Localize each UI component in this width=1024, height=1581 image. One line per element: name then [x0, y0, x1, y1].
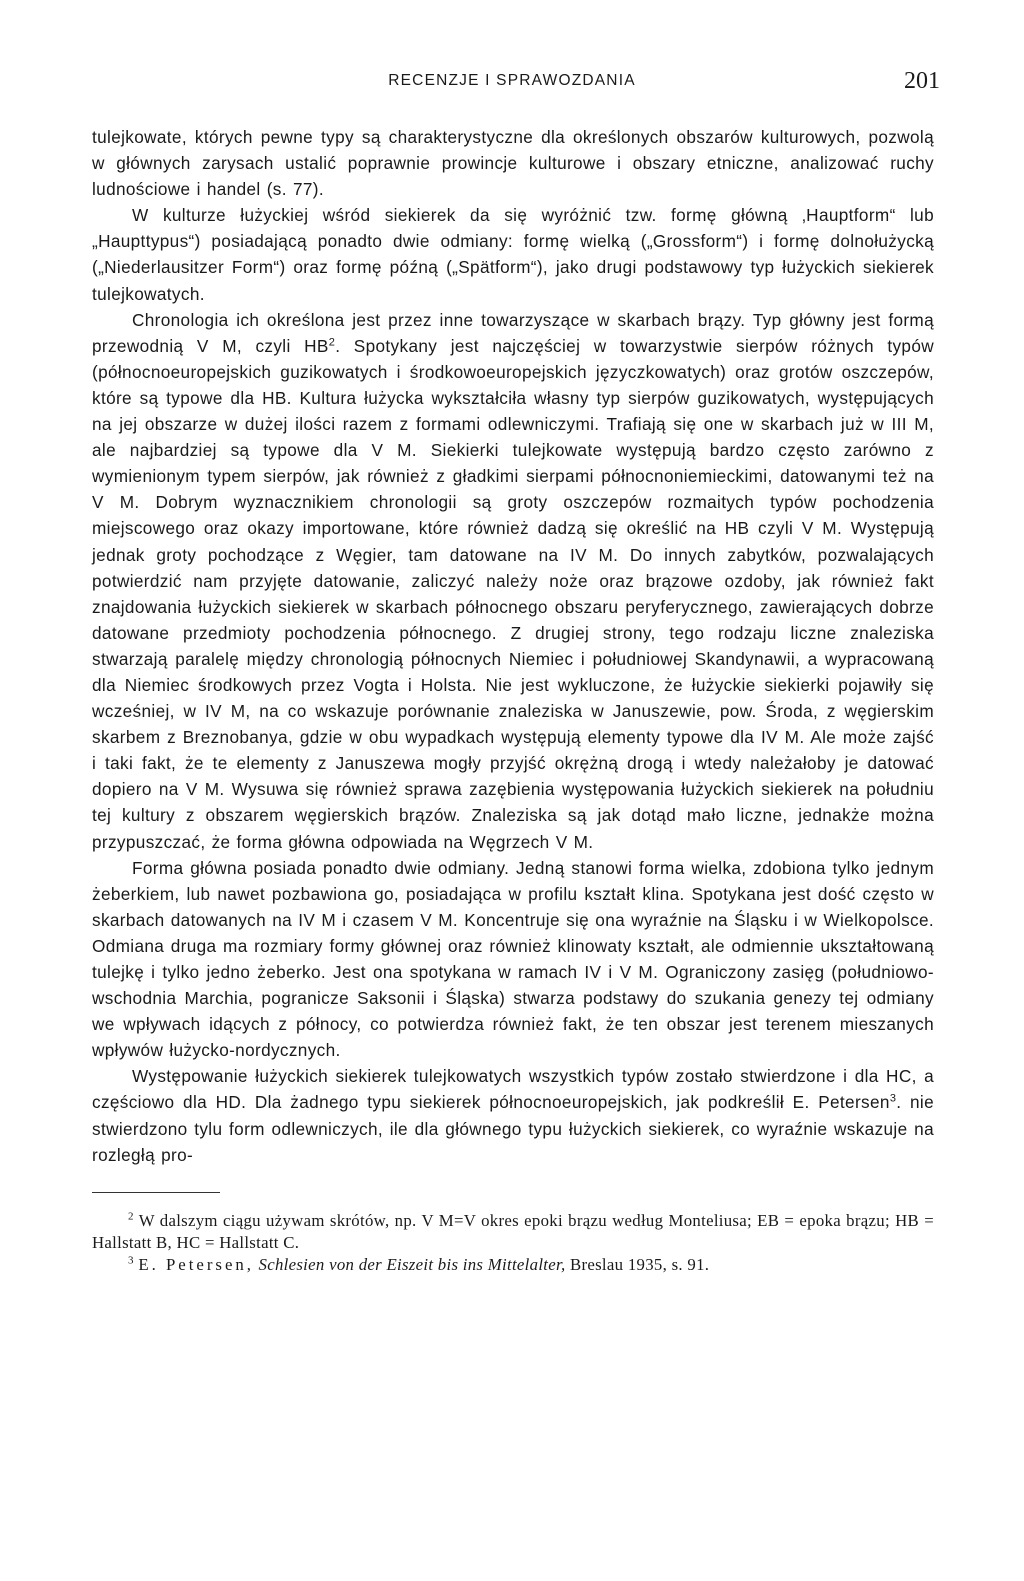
- paragraph: W kulturze łużyckiej wśród siekierek da się wyróżnić tzw. formę główną ‚Hauptform“ lub „Haupttypus“) posiadającą ponadto dwie odmiany: formę wielką („Grossform“) i formę dolnołużycką („Niederlausitzer Form“) oraz formę późną („Spätform“), jako drugi podstawowy typ łużyckich siekierek tulejkowatych.: [92, 205, 934, 304]
- paragraph-text: . Spotykany jest najczęściej w towarzystwie sierpów różnych typów (północnoeuropejskich guzikowatych i środkowoeuropejskich języczkowatych) oraz grotów oszczepów, które są typowe dla HB. Kultura łużycka wykształciła własny typ sierpów guzikowatych, występujących na jej obszarze w dużej ilości razem z formami odlewniczymi. Trafiają się one w skarbach już w III M, ale najbardziej są typowe dla V M. Siekierki tulejkowate występują bardzo często zarówno z wymienionym typem sierpów, jak również z gładkimi sierpami północnoniemieckimi, datowanymi też na V M. Dobrym wyznacznikiem chronologii są groty oszczepów rozmaitych typów pochodzenia miejscowego oraz okazy importowane, które również dadzą się określić na HB czyli V M. Występują jednak groty pochodzące z Węgier, tam datowane na IV M. Do innych zabytków, pozwalających potwierdzić nam przyjęte datowanie, zaliczyć należy noże oraz brązowe ozdoby, jak również fakt znajdowania łużyckich siekierek w skarbach północnego obszaru peryferycznego, zawierających dobrze datowane przedmioty pochodzenia północnego. Z drugiej strony, tego rodzaju liczne znaleziska stwarzają paralelę między chronologią północnych Niemiec i południowej Skandynawii, a wypracowaną dla Niemiec środkowych przez Vogta i Holsta. Nie jest wykluczone, że łużyckie siekierki pojawiły się wcześniej, w IV M, na co wskazuje porównanie znaleziska w Januszewie, pow. Środa, z węgierskim skarbem z Breznobanya, gdzie w obu wypadkach występują elementy typowe dla IV M. Ale może zajść i taki fakt, że te elementy z Januszewa mogły przyjść okrężną drogą i wtedy należałoby je datować dopiero na V M. Wysuwa się również sprawa zazębienia występowania łużyckich siekierek na południu tej kultury z obszarem węgierskich brązów. Znaleziska są jak dotąd mało liczne, jednakże można przypuszczać, że forma główna odpowiada na Węgrzech V M.: [92, 335, 934, 852]
- footnote-text: W dalszym ciągu używam skrótów, np. V M=V okres epoki brązu według Monteliusa; EB = epoka brązu; HB = Hallstatt B, HC = Hallstatt C.: [92, 1211, 934, 1252]
- body-text: [92, 124, 934, 1168]
- footnote-author: E. Petersen,: [138, 1255, 254, 1274]
- footnote-text: Breslau 1935, s. 91.: [569, 1255, 710, 1274]
- paragraph: [92, 1063, 934, 1167]
- footnote-3: [92, 1254, 934, 1276]
- footnote-ref: 3: [889, 1092, 897, 1105]
- footnote-separator: [92, 1192, 220, 1193]
- paragraph: [92, 307, 934, 855]
- paragraph: tulejkowate, których pewne typy są charakterystyczne dla określonych obszarów kulturowych, pozwolą w głównych zarysach ustalić poprawnie prowincje kulturowe i obszary etniczne, analizować ruchy ludnościowe i handel (s. 77).: [92, 127, 934, 200]
- paragraph: Forma główna posiada ponadto dwie odmiany. Jedną stanowi forma wielka, zdobiona tylko jednym żeberkiem, lub nawet pozbawiona go, posiadająca w profilu kształt klina. Spotykana jest dość często w skarbach datowanych na IV M i czasem V M. Koncentruje się ona wyraźnie na Śląsku i w Wielkopolsce. Odmiana druga ma rozmiary formy głównej oraz również klinowaty kształt, ale odmiennie ukształtowaną tulejkę i tylko jedno żeberko. Jest ona spotykana w ramach IV i V M. Ograniczony zasięg (południowo-wschodnia Marchia, pogranicze Saksonii i Śląska) stwarza podstawy do szukania genezy tej odmiany we wpływach idących z północy, co potwierdza również fakt, że ten obszar jest terenem mieszanych wpływów łużycko-nordycznych.: [92, 857, 934, 1061]
- paragraph-text: . nie stwierdzono tylu form odlewniczych, ile dla głównego typu łużyckich siekierek, co wyraźnie wskazuje na rozległą pro-: [92, 1092, 934, 1165]
- footnote-mark: 2: [128, 1210, 134, 1223]
- paragraph-text: Występowanie łużyckich siekierek tulejkowatych wszystkich typów zostało stwierdzone i dla HC, a częściowo dla HD. Dla żadnego typu siekierek północnoeuropejskich, jak podkreślił E. Petersen: [92, 1066, 934, 1113]
- page-number: 201: [904, 68, 940, 94]
- footnote-title: Schlesien von der Eiszeit bis ins Mittelalter,: [258, 1255, 566, 1274]
- footnotes: [92, 1210, 934, 1276]
- paragraph-text: Chronologia ich określona jest przez inne towarzyszące w skarbach brązy. Typ główny jest formą przewodnią V M, czyli HB: [92, 309, 934, 356]
- footnote-2: [92, 1210, 934, 1254]
- running-head: RECENZJE I SPRAWOZDANIA: [388, 72, 636, 89]
- footnote-ref: 2: [328, 336, 336, 349]
- footnote-mark: 3: [128, 1254, 134, 1267]
- page-header: [0, 68, 1024, 98]
